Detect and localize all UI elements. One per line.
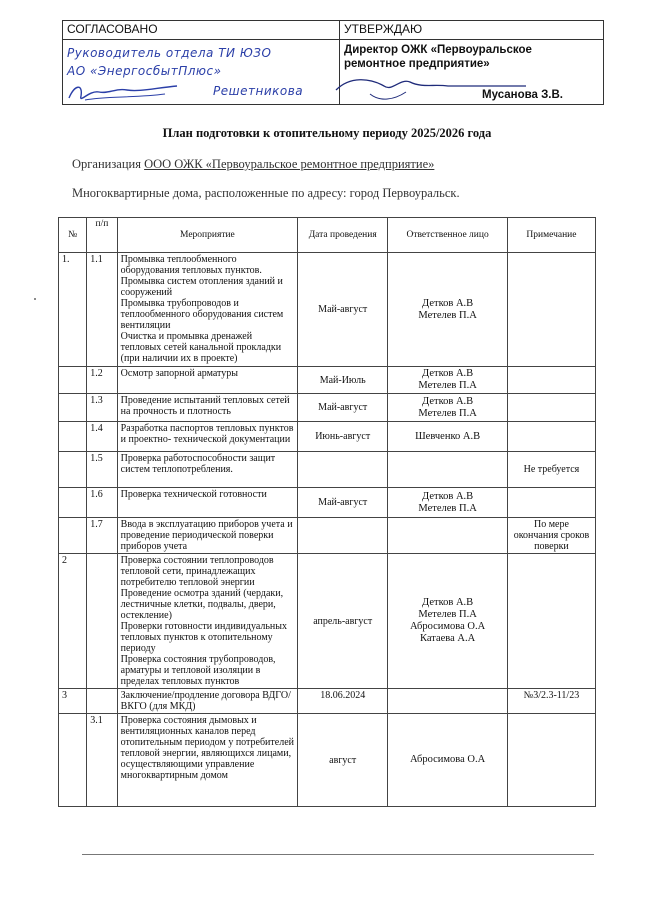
row-note — [507, 422, 595, 452]
row-number — [59, 714, 87, 807]
row-date — [298, 452, 388, 488]
row-responsible: Детков А.В Метелев П.А Абросимова О.А Катаева А.А — [388, 554, 508, 689]
scan-speck — [34, 298, 36, 300]
table-row — [59, 422, 596, 452]
row-number — [59, 394, 87, 422]
row-note: По мере окончания сроков поверки — [507, 518, 595, 554]
row-responsible: Шевченко А.В — [388, 422, 508, 452]
row-responsible: Детков А.В Метелев П.А — [388, 367, 508, 394]
handwritten-signature-left — [65, 80, 185, 106]
row-date: август — [298, 714, 388, 807]
row-responsible — [388, 518, 508, 554]
row-date: Май-август — [298, 394, 388, 422]
row-responsible: Детков А.В Метелев П.А — [388, 253, 508, 367]
row-event: Проверка работоспособности защит систем теплопотребления. — [117, 452, 297, 488]
row-date: Май-август — [298, 488, 388, 518]
row-responsible: Детков А.В Метелев П.А — [388, 488, 508, 518]
agreed-signature-cell — [63, 40, 340, 105]
row-event: Проведение испытаний тепловых сетей на прочность и плотность — [117, 394, 297, 422]
row-subnumber — [87, 689, 117, 714]
handwritten-position-line2: АО «ЭнергосбытПлюс» — [67, 64, 222, 78]
header-event: Мероприятие — [117, 218, 297, 253]
row-event: Осмотр запорной арматуры — [117, 367, 297, 394]
row-responsible: Детков А.В Метелев П.А — [388, 394, 508, 422]
row-responsible: Абросимова О.А — [388, 714, 508, 807]
header-note: Примечание — [507, 218, 595, 253]
row-subnumber: 1.1 — [87, 253, 117, 367]
row-event: Проверка состоянии теплопроводов тепловой сети, принадлежащих потребителю тепловой энергии Проведение осмотра зданий (чердаки, лестничные клетки, подвалы, двери, остекление) Проверки готовности индивидуальных тепловых пунктов к отопительному периоду Проверка состояния трубопроводов, арматуры и тепловой изоляции в пределах тепловых пунктов — [117, 554, 297, 689]
table-row — [59, 394, 596, 422]
row-subnumber: 1.5 — [87, 452, 117, 488]
row-note — [507, 714, 595, 807]
row-subnumber: 1.3 — [87, 394, 117, 422]
row-event: Промывка теплообменного оборудования тепловых пунктов. Промывка систем отопления зданий и сооружений Промывка трубопроводов и теплообменного оборудования систем вентиляции Очистка и промывка дренажей тепловых сетей канальной прокладки (при наличии их в проекте) — [117, 253, 297, 367]
row-subnumber: 1.4 — [87, 422, 117, 452]
header-responsible: Ответственное лицо — [388, 218, 508, 253]
table-row — [59, 554, 596, 689]
row-number — [59, 518, 87, 554]
row-number — [59, 367, 87, 394]
row-date: апрель-август — [298, 554, 388, 689]
agreed-header: СОГЛАСОВАНО — [63, 21, 340, 40]
table-row — [59, 488, 596, 518]
organization-line — [72, 157, 434, 172]
row-note — [507, 253, 595, 367]
row-date: Июнь-август — [298, 422, 388, 452]
header-pp: п/п — [87, 218, 117, 253]
table-row — [59, 452, 596, 488]
table-row — [59, 689, 596, 714]
address-line: Многоквартирные дома, расположенные по адресу: город Первоуральск. — [72, 186, 460, 200]
approved-header: УТВЕРЖДАЮ — [340, 21, 604, 40]
approved-signature-cell — [340, 40, 604, 105]
row-number — [59, 452, 87, 488]
row-note: Не требуется — [507, 452, 595, 488]
director-name: Мусанова З.В. — [482, 89, 563, 101]
row-number: 2 — [59, 554, 87, 689]
row-event: Проверка состояния дымовых и вентиляционных каналов перед отопительным периодом у потребителей тепловой энергии, являющихся лицами, осуществляющими управление многоквартирным домом — [117, 714, 297, 807]
table-row — [59, 253, 596, 367]
row-event: Заключение/продление договора ВДГО/ВКГО (для МКД) — [117, 689, 297, 714]
handwritten-position-line1: Руководитель отдела ТИ ЮЗО — [67, 46, 272, 60]
header-num: № — [59, 218, 87, 253]
row-event: Разработка паспортов тепловых пунктов и проектно- технической документации — [117, 422, 297, 452]
row-subnumber: 3.1 — [87, 714, 117, 807]
director-title: Директор ОЖК «Первоуральское ремонтное предприятие» — [344, 44, 532, 70]
row-note — [507, 367, 595, 394]
handwritten-name: Решетникова — [213, 84, 304, 98]
row-subnumber: 1.6 — [87, 488, 117, 518]
row-date: Май-Июль — [298, 367, 388, 394]
row-number: 1. — [59, 253, 87, 367]
footer-rule — [82, 854, 594, 855]
row-subnumber — [87, 554, 117, 689]
row-subnumber: 1.2 — [87, 367, 117, 394]
row-number — [59, 488, 87, 518]
row-number: 3 — [59, 689, 87, 714]
header-date: Дата проведения — [298, 218, 388, 253]
row-date: Май-август — [298, 253, 388, 367]
row-note — [507, 394, 595, 422]
row-number — [59, 422, 87, 452]
table-row — [59, 367, 596, 394]
row-responsible — [388, 452, 508, 488]
plan-table — [58, 217, 596, 807]
approval-block — [62, 20, 604, 105]
organization-label: Организация — [72, 157, 145, 171]
row-event: Ввода в эксплуатацию приборов учета и проведение периодической поверки приборов учета — [117, 518, 297, 554]
table-row — [59, 714, 596, 807]
row-date — [298, 518, 388, 554]
row-event: Проверка технической готовности — [117, 488, 297, 518]
table-row — [59, 518, 596, 554]
document-title: План подготовки к отопительному периоду 2025/2026 года — [162, 126, 492, 140]
row-note: №3/2.3-11/23 — [507, 689, 595, 714]
row-responsible — [388, 689, 508, 714]
organization-name: ООО ОЖК «Первоуральское ремонтное предприятие» — [144, 157, 435, 171]
row-subnumber: 1.7 — [87, 518, 117, 554]
row-note — [507, 488, 595, 518]
row-note — [507, 554, 595, 689]
row-date: 18.06.2024 — [298, 689, 388, 714]
